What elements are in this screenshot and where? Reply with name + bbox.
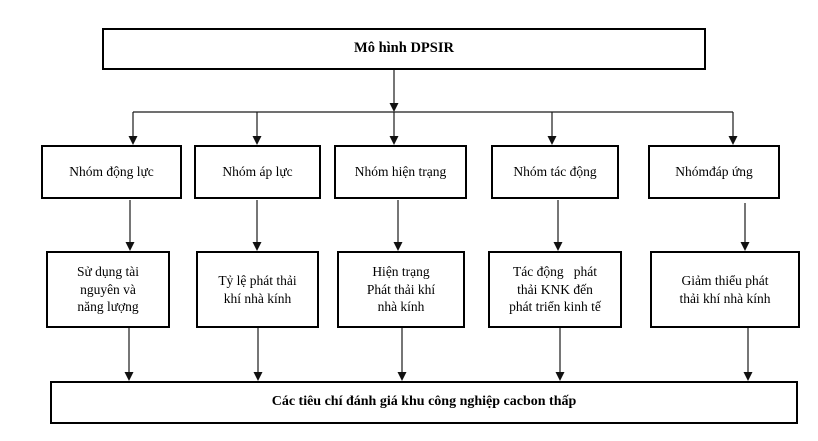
group-label: Nhóm tác động [513, 164, 597, 180]
indicator-line: Phát thải khí [366, 281, 436, 297]
box-driving-forces-group [41, 145, 182, 199]
group-label: Nhómđáp ứng [675, 164, 753, 180]
indicator-line: Tỷ lệ phát thải [218, 272, 297, 288]
indicator-line: Hiện trạng [372, 263, 430, 279]
arrow-title-to-connector [390, 70, 399, 112]
indicator-line: thải KNK đến [517, 281, 593, 297]
box-ghg-emission-reduction [650, 251, 800, 328]
box-criteria-footer [50, 381, 798, 424]
footer-label: Các tiêu chí đánh giá khu công nghiệp cacbon thấp [271, 394, 577, 410]
group-label: Nhóm hiện trạng [354, 164, 447, 180]
arrows-groups-to-indicators [126, 200, 750, 251]
box-impact-group [491, 145, 619, 199]
box-ghg-impact-on-economy [488, 251, 622, 328]
arrows-indicators-to-footer [125, 328, 753, 381]
indicator-line: nhà kính [377, 299, 425, 315]
indicator-line: Sử dụng tài [76, 263, 140, 279]
indicator-line: khí nhà kính [223, 290, 292, 306]
indicator-line: Tác động phát [513, 263, 597, 279]
arrows-connector-to-groups [129, 112, 738, 145]
box-response-group [648, 145, 780, 199]
title-label: Mô hình DPSIR [354, 40, 454, 57]
box-ghg-emission-rate [196, 251, 319, 328]
group-label: Nhóm động lực [69, 164, 154, 180]
box-resource-energy-use [46, 251, 170, 328]
indicator-line: Giảm thiểu phát [681, 272, 769, 288]
box-state-group [334, 145, 467, 199]
group-label: Nhóm áp lực [222, 164, 293, 180]
indicator-line: nguyên và [80, 281, 136, 297]
indicator-line: phát triển kinh tế [509, 299, 601, 315]
indicator-line: thải khí nhà kính [679, 290, 771, 306]
title-box [102, 28, 706, 70]
box-pressure-group [194, 145, 321, 199]
box-ghg-emission-status [337, 251, 465, 328]
indicator-line: năng lượng [77, 299, 139, 315]
